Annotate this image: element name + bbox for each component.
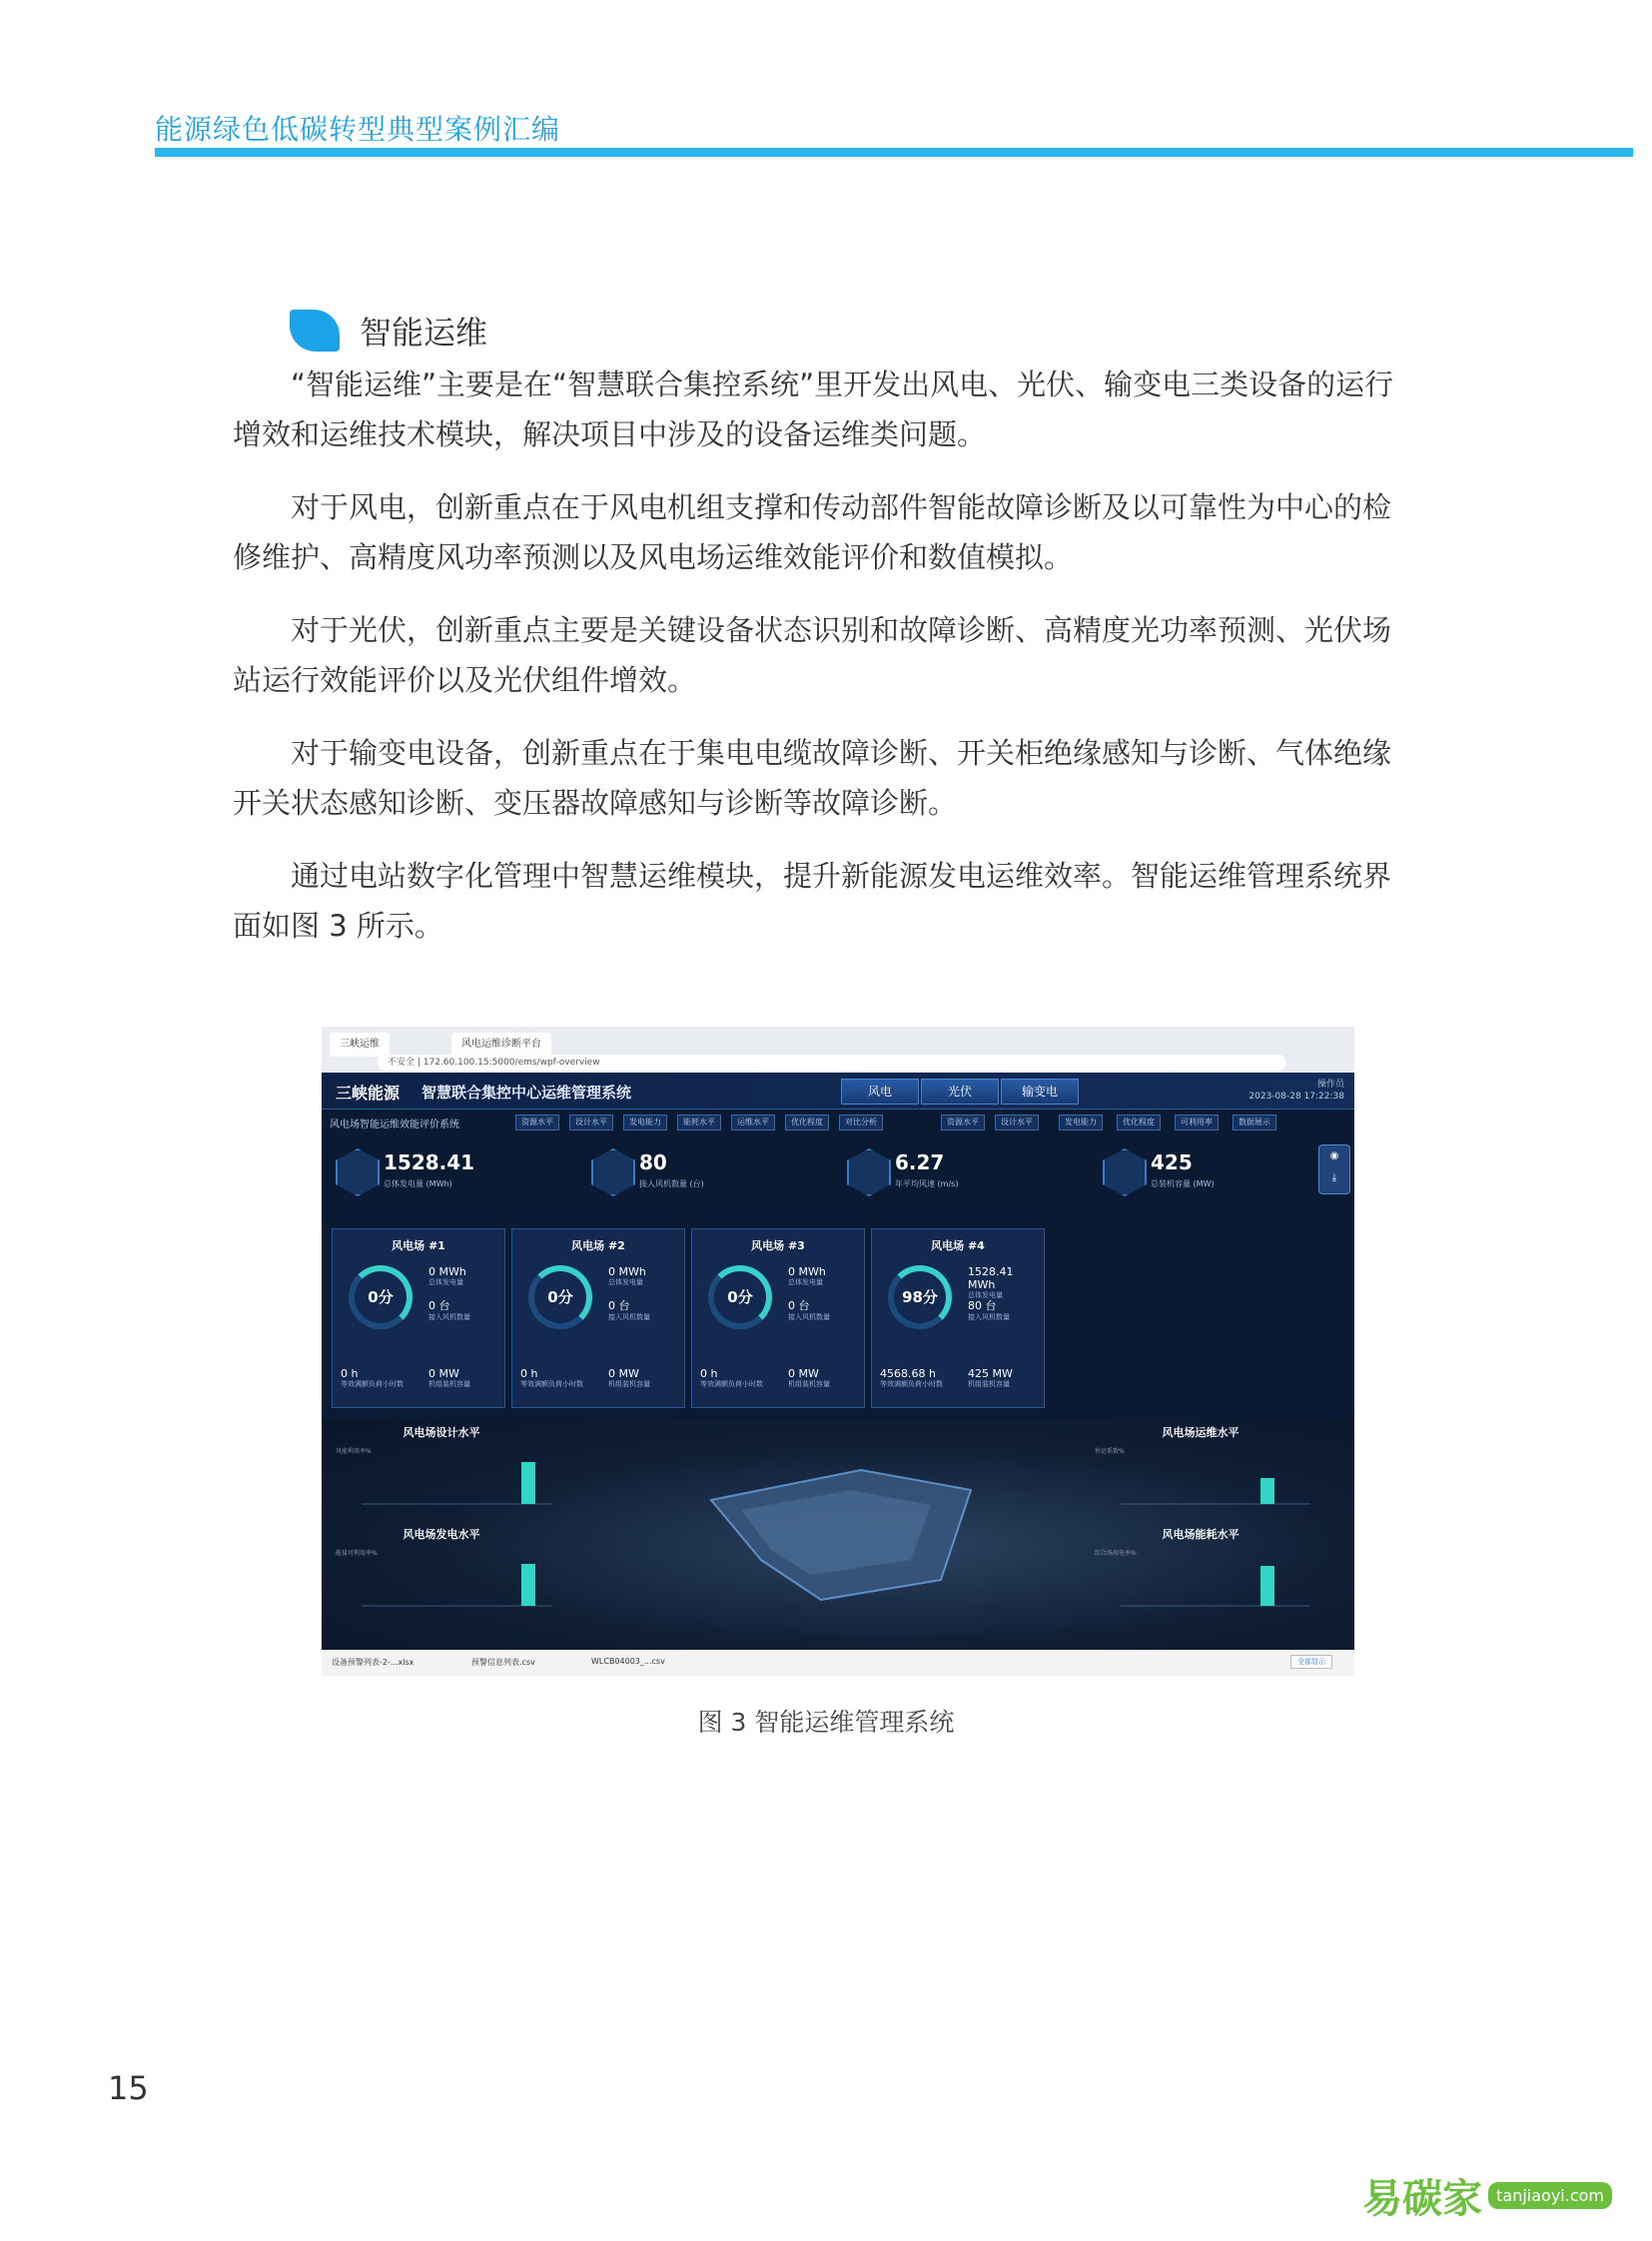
metric-capacity: 425 MW 机组装机容量	[968, 1367, 1013, 1388]
show-all-button[interactable]: 全部显示	[1290, 1655, 1332, 1669]
toolbar-button[interactable]: 能耗水平	[677, 1115, 721, 1130]
chart-bar	[521, 1564, 535, 1606]
download-item[interactable]: WLCB04003_...csv	[591, 1657, 665, 1666]
chart-ylabel: 风能利用率%	[336, 1448, 372, 1455]
chart-title: 风电场运维水平	[1162, 1426, 1239, 1439]
system-name: 智慧联合集控中心运维管理系统	[421, 1084, 632, 1102]
nav-solar[interactable]: 光伏	[921, 1079, 999, 1105]
toolbar-button[interactable]: 发电能力	[623, 1115, 667, 1130]
toolbar-button[interactable]: 对比分析	[839, 1115, 883, 1130]
nav-wind[interactable]: 风电	[841, 1079, 919, 1105]
kpi-capacity	[1103, 1144, 1272, 1204]
side-tools[interactable]	[1318, 1144, 1350, 1194]
browser-tab[interactable]: 三峡运维	[330, 1033, 390, 1057]
user-name: 操作员	[1316, 1080, 1344, 1090]
kpi-total-energy	[336, 1144, 505, 1204]
panel-title: 风电场 #4	[931, 1239, 985, 1252]
kpi-value: 80	[639, 1150, 667, 1174]
metric-energy: 0 MWh 总体发电量	[428, 1265, 466, 1286]
section-marker-icon	[290, 310, 340, 352]
metric-turbines: 0 台 接入风机数量	[428, 1299, 470, 1321]
kpi-value: 1528.41	[384, 1150, 475, 1174]
download-icon[interactable]: ⤓	[1331, 1172, 1337, 1183]
toolbar-button[interactable]: 优化程度	[785, 1115, 829, 1130]
kpi-label: 总装机容量 (MW)	[1151, 1179, 1215, 1188]
paragraph-2: 对于风电，创新重点在于风电机组支撑和传动部件智能故障诊断及以可靠性为中心的检修维护、高精度风功率预测以及风电场运维效能评价和数值模拟。	[233, 490, 1392, 574]
toolbar-button[interactable]: 设计水平	[995, 1115, 1039, 1130]
watermark-logo: 易碳家 tanjiaoyi.com	[1362, 2167, 1612, 2224]
wind-farm-panel[interactable]	[691, 1228, 865, 1408]
chart-plot	[362, 1454, 551, 1510]
chart-energy-consumption	[1091, 1526, 1310, 1626]
chart-plot	[1121, 1454, 1310, 1510]
metric-hours: 4568.68 h 等效满额负荷小时数	[880, 1367, 943, 1388]
section-heading	[290, 308, 487, 354]
chart-title: 风电场设计水平	[403, 1426, 480, 1439]
metric-capacity: 0 MW 机组装机容量	[428, 1367, 470, 1388]
kpi-value: 425	[1151, 1150, 1193, 1174]
chart-ylabel: 停运系数%	[1095, 1448, 1125, 1455]
chart-ylabel: 综合场用电率%	[1095, 1550, 1137, 1557]
section-title: 智能运维	[360, 314, 488, 352]
map-area[interactable]	[322, 1420, 1354, 1650]
page-number: 15	[108, 2069, 149, 2107]
paragraph-4: 对于输变电设备，创新重点在于集电电缆故障诊断、开关柜绝缘感知与诊断、气体绝缘开关状态感知诊断、变压器故障感知与诊断等故障诊断。	[233, 736, 1392, 820]
chart-bar	[1260, 1478, 1274, 1504]
panel-title: 风电场 #3	[751, 1239, 805, 1252]
toolbar-title: 风电场智能运维效能评价系统	[330, 1120, 459, 1130]
browser-chrome	[322, 1027, 1354, 1073]
toolbar-button[interactable]: 可利用率	[1175, 1115, 1219, 1130]
eye-icon[interactable]: ◉	[1329, 1150, 1339, 1161]
score-gauge	[528, 1265, 592, 1329]
toolbar-button[interactable]: 优化程度	[1117, 1115, 1161, 1130]
chart-title: 风电场能耗水平	[1162, 1528, 1239, 1541]
toolbar-button[interactable]: 发电能力	[1059, 1115, 1103, 1130]
score-gauge	[888, 1265, 952, 1329]
metric-turbines: 0 台 接入风机数量	[608, 1299, 650, 1321]
wind-farm-panel[interactable]	[332, 1228, 505, 1408]
metric-turbines: 80 台 接入风机数量	[968, 1299, 1010, 1321]
figure-caption: 图 3 智能运维管理系统	[697, 1708, 955, 1737]
score-value: 0分	[547, 1288, 573, 1306]
metric-energy: 0 MWh 总体发电量	[788, 1265, 826, 1286]
metric-hours: 0 h 等效满额负荷小时数	[700, 1367, 763, 1388]
panel-title: 风电场 #1	[392, 1239, 445, 1252]
metric-energy: 1528.41 MWh 总体发电量	[968, 1265, 1014, 1299]
chart-title: 风电场发电水平	[403, 1528, 480, 1541]
user-info[interactable]	[1248, 1079, 1344, 1103]
paragraph-1: “智能运维”主要是在“智慧联合集控系统”里开发出风电、光伏、输变电三类设备的运行增效和运维技术模块，解决项目中涉及的设备运维类问题。	[233, 368, 1394, 451]
kpi-label: 年平均风速 (m/s)	[895, 1179, 959, 1188]
kpi-label: 总体发电量 (MWh)	[384, 1179, 452, 1188]
paragraph-3: 对于光伏，创新重点主要是关键设备状态识别和故障诊断、高精度光功率预测、光伏场站运行效能评价以及光伏组件增效。	[233, 613, 1392, 697]
score-value: 98分	[902, 1288, 938, 1306]
chart-design-level	[332, 1424, 551, 1524]
metric-hours: 0 h 等效满额负荷小时数	[520, 1367, 583, 1388]
wind-turbine-icon	[591, 1148, 635, 1196]
header-rule	[155, 148, 1633, 157]
kpi-label: 接入风机数量 (台)	[639, 1179, 704, 1188]
app-header	[322, 1073, 1354, 1110]
url-bar[interactable]: 不安全 | 172.60.100.15:5000/ems/wpf-overview	[378, 1055, 1286, 1071]
score-value: 0分	[727, 1288, 753, 1306]
metric-capacity: 0 MW 机组装机容量	[608, 1367, 650, 1388]
wind-icon	[847, 1148, 891, 1196]
kpi-value: 6.27	[895, 1150, 945, 1174]
wind-farm-panel[interactable]	[871, 1228, 1045, 1408]
toolbar-button[interactable]: 设计水平	[569, 1115, 613, 1130]
toolbar-button[interactable]: 运维水平	[731, 1115, 775, 1130]
chart-plot	[362, 1556, 551, 1612]
metric-hours: 0 h 等效满额负荷小时数	[341, 1367, 404, 1388]
wind-farm-panel[interactable]	[511, 1228, 685, 1408]
toolbar-button[interactable]: 资源水平	[515, 1115, 559, 1130]
score-gauge	[708, 1265, 772, 1329]
metric-turbines: 0 台 接入风机数量	[788, 1299, 830, 1321]
toolbar-button[interactable]: 资源水平	[941, 1115, 985, 1130]
chart-bar	[1260, 1566, 1274, 1606]
browser-tab[interactable]: 风电运维诊断平台	[451, 1033, 551, 1057]
app-logo: 三峡能源	[336, 1084, 401, 1103]
download-item[interactable]: 预警信息列表.csv	[471, 1658, 535, 1667]
toolbar	[322, 1109, 1354, 1134]
paragraph-5: 通过电站数字化管理中智慧运维模块，提升新能源发电运维效率。智能运维管理系统界面如图 3 所示。	[233, 859, 1392, 943]
chart-om-level	[1091, 1424, 1310, 1524]
toolbar-button[interactable]: 数据展示	[1233, 1115, 1276, 1130]
panel-title: 风电场 #2	[571, 1239, 625, 1252]
score-value: 0分	[368, 1288, 394, 1306]
gauge-icon	[1103, 1148, 1147, 1196]
download-item[interactable]: 设备预警列表-2-...xlsx	[332, 1658, 414, 1667]
chart-generation-level	[332, 1526, 551, 1626]
chart-bar	[521, 1462, 535, 1504]
kpi-wind-speed	[847, 1144, 1017, 1204]
score-gauge	[349, 1265, 413, 1329]
running-header: 能源绿色低碳转型典型案例汇编	[155, 113, 561, 146]
download-bar	[322, 1650, 1354, 1676]
kpi-turbine-count	[591, 1144, 761, 1204]
power-icon	[336, 1148, 380, 1196]
metric-capacity: 0 MW 机组装机容量	[788, 1367, 830, 1388]
chart-plot	[1121, 1556, 1310, 1612]
nav-transmission[interactable]: 输变电	[1001, 1079, 1079, 1105]
chart-ylabel: 能量可利用率%	[336, 1550, 378, 1557]
terrain-3d-map	[701, 1460, 1001, 1610]
metric-energy: 0 MWh 总体发电量	[608, 1265, 646, 1286]
datetime: 2023-08-28 17:22:38	[1248, 1092, 1344, 1102]
figure-screenshot	[322, 1027, 1354, 1676]
